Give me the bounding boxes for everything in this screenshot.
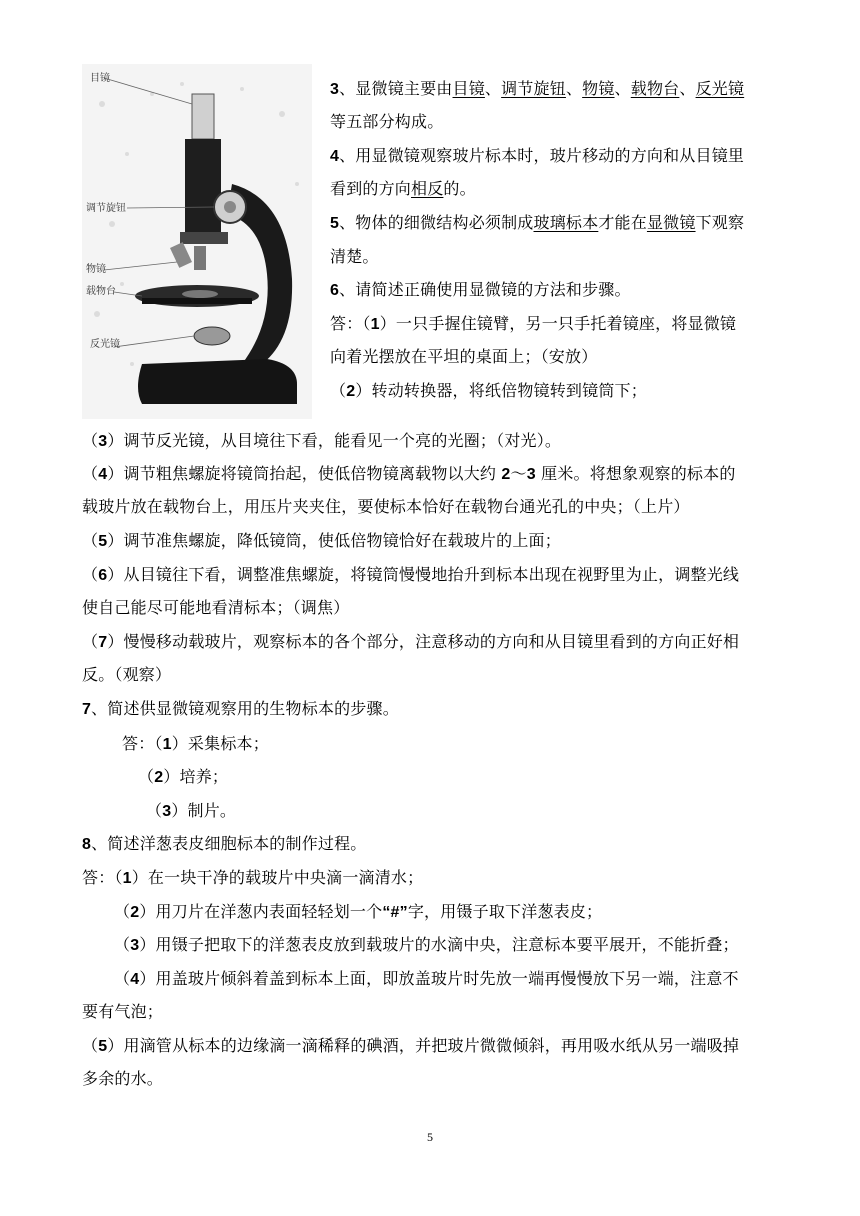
q6-step7: （7）慢慢移动载玻片，观察标本的各个部分，注意移动的方向和从目镜里看到的方向正好相 [82, 632, 740, 651]
label-objective: 物镜 [86, 264, 106, 275]
label-mirror: 反光镜 [90, 339, 120, 350]
microscope-figure [82, 64, 312, 419]
q7-title-text: 、简述供显微镜观察用的生物标本的步骤。 [91, 699, 399, 718]
q6-step6-line2: 使自己能尽可能地看清标本；（调焦） [82, 598, 350, 617]
q8-title-text: 、简述洋葱表皮细胞标本的制作过程。 [91, 834, 367, 853]
label-stage: 载物台 [86, 286, 116, 297]
q7-step1 [122, 733, 269, 756]
step-number: 1 [370, 316, 380, 333]
q3-line2: 等五部分构成。 [330, 112, 444, 131]
q4-text: 看到的方向 [330, 179, 412, 198]
microscope-illustration [82, 64, 312, 419]
q8-step4-line2: 要有气泡； [82, 1002, 164, 1021]
step-text: ）用盖玻片倾斜着盖到标本上面，即放盖玻片时先放一端再慢慢放下另一端，注意不 [139, 969, 739, 988]
q5-text: 下观察 [695, 213, 745, 232]
q7-number: 7 [82, 701, 92, 718]
q6-title-text: 、请简述正确使用显微镜的方法和步骤。 [339, 280, 631, 299]
q8-step3: （3）用镊子把取下的洋葱表皮放到载玻片的水滴中央，注意标本要平展开，不能折叠； [114, 935, 739, 954]
separator: 、 [614, 79, 631, 98]
q3-answer-mirror: 反光镜 [695, 79, 745, 98]
q8-step4: （4）用盖玻片倾斜着盖到标本上面，即放盖玻片时先放一端再慢慢放下另一端，注意不 [114, 969, 739, 988]
q6-step4: （4）调节粗焦螺旋将镜筒抬起，使低倍物镜离载物以大约 2～3 厘米。将想象观察的标本的 [82, 464, 736, 483]
step-number: 5 [98, 1038, 108, 1055]
q6-number: 6 [330, 282, 340, 299]
step-text: ）从目镜往下看，调整准焦螺旋，将镜筒慢慢地抬升到标本出现在视野里为止，调整光线 [107, 565, 740, 584]
step-text: ）调节粗焦螺旋将镜筒抬起，使低倍物镜离载物以大约 [107, 464, 502, 483]
q4-line2 [330, 178, 476, 200]
q4-answer: 相反 [411, 179, 444, 198]
step-text: 厘米。将想象观察的标本的 [535, 464, 736, 483]
step-text: ）制片。 [171, 801, 237, 820]
step-number: 4 [98, 466, 108, 483]
q5-line1 [330, 212, 744, 235]
q8-step2: （2）用刀片在洋葱内表面轻轻划一个“#”字，用镊子取下洋葱表皮； [114, 902, 603, 921]
q4-text: 、用显微镜观察玻片标本时，玻片移动的方向和从目镜里 [339, 146, 745, 165]
q3-answer-objective: 物镜 [582, 79, 615, 98]
step-number: 6 [98, 567, 108, 584]
step-number: 4 [130, 971, 140, 988]
step-text: ）调节准焦螺旋，降低镜筒，使低倍物镜恰好在载玻片的上面； [107, 531, 561, 550]
step-text: ）用镊子把取下的洋葱表皮放到载玻片的水滴中央，注意标本要平展开，不能折叠； [139, 935, 739, 954]
q3-number: 3 [330, 81, 340, 98]
step-number: 3 [98, 433, 108, 450]
step-text: ）用刀片在洋葱内表面轻轻划一个 [139, 902, 383, 921]
step-text: ）调节反光镜，从目境往下看，能看见一个亮的光圈；（对光）。 [107, 431, 562, 450]
q3-answer-eyepiece: 目镜 [452, 79, 485, 98]
q4-number: 4 [330, 148, 340, 165]
step-text: ）一只手握住镜臂，另一只手托着镜座，将显微镜 [379, 314, 737, 333]
range-separator: ～ [510, 464, 527, 483]
q7-step3: （3）制片。 [146, 801, 237, 820]
q3-answer-stage: 载物台 [630, 79, 680, 98]
step-number: 3 [162, 803, 172, 820]
q6-step5: （5）调节准焦螺旋，降低镜筒，使低倍物镜恰好在载玻片的上面； [82, 531, 561, 550]
step-text: ）慢慢移动载玻片，观察标本的各个部分，注意移动的方向和从目镜里看到的方向正好相 [107, 632, 740, 651]
step-number: 2 [346, 383, 356, 400]
q8-step5-line2: 多余的水。 [82, 1069, 164, 1088]
hash-mark: “#” [382, 904, 408, 921]
step-number: 1 [162, 736, 172, 753]
q7-title [82, 698, 399, 721]
q6-step2: （2）转动转换器，将纸倍物镜转到镜筒下； [330, 381, 647, 400]
q5-text: 才能在 [598, 213, 647, 232]
q3-line1 [330, 78, 744, 101]
q6-step6: （6）从目镜往下看，调整准焦螺旋，将镜筒慢慢地抬升到标本出现在视野里为止，调整光线 [82, 565, 740, 584]
q5-answer-microscope: 显微镜 [646, 213, 696, 232]
q4-line1 [330, 145, 744, 168]
q7-step2: （2）培养； [138, 767, 229, 786]
answer-prefix: 答：（ [82, 868, 123, 887]
q6-title [330, 279, 631, 302]
q8-step5: （5）用滴管从标本的边缘滴一滴稀释的碘酒，并把玻片微微倾斜，再用吸水纸从另一端吸掉 [82, 1036, 740, 1055]
q8-number: 8 [82, 836, 92, 853]
step-number: 7 [98, 634, 108, 651]
step-number: 2 [130, 904, 140, 921]
step-number: 3 [130, 937, 140, 954]
step-number: 5 [98, 533, 108, 550]
q8-step1 [82, 867, 423, 890]
label-focus-knob: 调节旋钮 [86, 203, 126, 214]
q3-answer-knob: 调节旋钮 [501, 79, 566, 98]
step-text: 字，用镊子取下洋葱表皮； [407, 902, 603, 921]
q5-line2: 清楚。 [330, 247, 379, 266]
range-end: 3 [526, 466, 536, 483]
q5-number: 5 [330, 215, 340, 232]
label-eyepiece: 目镜 [90, 73, 110, 84]
step-number: 2 [154, 769, 164, 786]
answer-prefix: 答：（ [122, 734, 163, 753]
q5-text: 、物体的细微结构必须制成 [339, 213, 534, 232]
range-start: 2 [501, 466, 511, 483]
answer-prefix: 答：（ [330, 314, 371, 333]
step-text: ）用滴管从标本的边缘滴一滴稀释的碘酒，并把玻片微微倾斜，再用吸水纸从另一端吸掉 [107, 1036, 740, 1055]
step-number: 1 [122, 870, 132, 887]
q6-step1 [330, 313, 736, 336]
separator: 、 [679, 79, 696, 98]
separator: 、 [484, 79, 502, 98]
q3-text: 、显微镜主要由 [339, 79, 453, 98]
q6-step4-line2: 载玻片放在载物台上，用压片夹夹住，要使标本恰好在载物台通光孔的中央；（上片） [82, 497, 690, 516]
step-text: ）转动转换器，将纸倍物镜转到镜筒下； [355, 381, 647, 400]
separator: 、 [565, 79, 583, 98]
q6-step3: （3）调节反光镜，从目境往下看，能看见一个亮的光圈；（对光）。 [82, 431, 562, 450]
q4-text: 的。 [443, 179, 476, 198]
q8-title [82, 833, 367, 856]
step-text: ）在一块干净的载玻片中央滴一滴清水； [131, 868, 424, 887]
page-number: 5 [427, 1130, 433, 1144]
q6-step7-line2: 反。（观察） [82, 665, 172, 684]
q5-answer-slide: 玻璃标本 [533, 213, 599, 232]
q6-step1-line2: 向着光摆放在平坦的桌面上；（安放） [330, 347, 598, 366]
step-text: ）采集标本； [171, 734, 269, 753]
step-text: ）培养； [163, 767, 229, 786]
